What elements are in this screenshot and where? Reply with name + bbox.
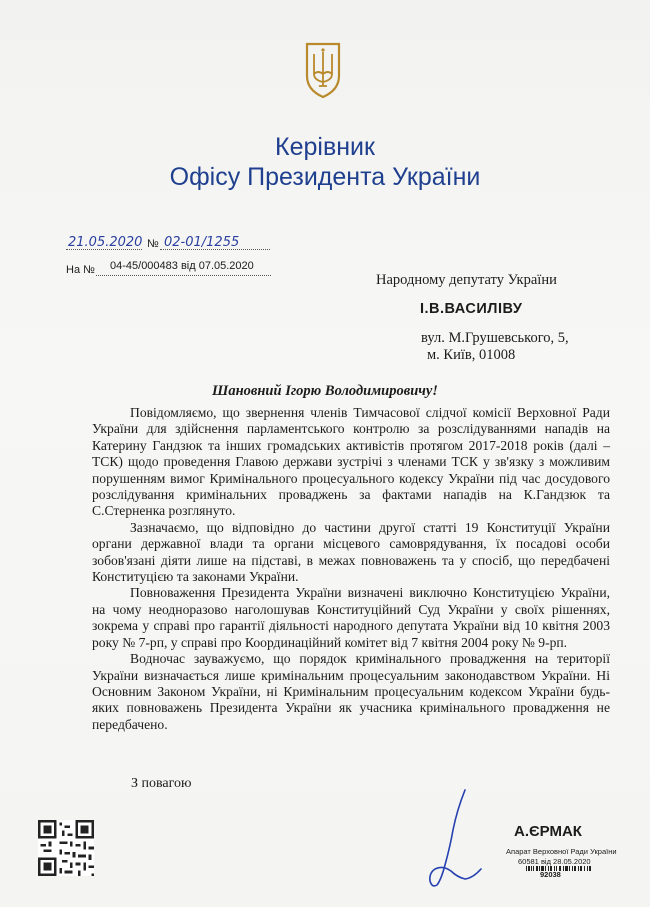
reply-number: 04-45/000483 від 07.05.2020 xyxy=(110,260,254,272)
closing: З повагою xyxy=(131,776,192,791)
stamp-line1: Апарат Верховної Ради України xyxy=(506,847,617,856)
signer-name: А.ЄРМАК xyxy=(514,823,582,840)
stamp-line2: 60581 від 28.05.2020 xyxy=(518,857,591,866)
recipient-name: І.В.ВАСИЛІВУ xyxy=(420,301,523,317)
letter-body xyxy=(92,405,610,733)
header-title-line2: Офісу Президента України xyxy=(169,163,481,191)
qr-code-icon xyxy=(38,820,94,876)
paragraph-2: Зазначаємо, що відповідно до частини другої статті 19 Конституції України органи державної влади та органи місцевого самоврядування, їх посадові особи зобов'язані діяти лише на підставі, в межах повноважень та у спосіб, що передбачені Конституцією та законами України. xyxy=(92,519,610,585)
reply-label: На № xyxy=(66,264,95,276)
number-underline xyxy=(160,249,270,250)
paragraph-4: Водночас зауважуємо, що порядок кримінального провадження на території України визначається лише кримінальним процесуальним законодавством України. Ні Основним Законом України, ні Кримінальним процесуальним кодексом України будь-яких повноважень Президента України як учасника кримінального провадження не передбачено. xyxy=(92,651,610,732)
outgoing-date: 21.05.2020 xyxy=(68,235,143,250)
recipient-street: вул. М.Грушевського, 5, xyxy=(421,330,569,346)
coat-of-arms-icon xyxy=(303,40,343,100)
stamp-number: 92038 xyxy=(540,870,561,879)
greeting: Шановний Ігорю Володимировичу! xyxy=(212,383,438,399)
outgoing-number: 02-01/1255 xyxy=(164,235,240,250)
date-underline xyxy=(66,249,142,250)
reply-underline xyxy=(96,275,271,276)
signature-icon xyxy=(395,785,505,895)
header-title-line1: Керівник xyxy=(275,133,375,161)
number-label: № xyxy=(147,238,159,250)
recipient-title: Народному депутату України xyxy=(376,272,557,288)
recipient-city: м. Київ, 01008 xyxy=(427,347,516,363)
paragraph-3: Повноваження Президента України визначені виключно Конституцією України, на чому неодноразово наголошував Конституційний Суд України у своїх рішеннях, зокрема у справі про гарантії діяльності народного депутата України від 10 квітня 2003 року № 7-рп, у справі про Координаційний комітет від 7 квітня 2004 року № 9-рп. xyxy=(92,585,610,650)
paragraph-1: Повідомляємо, що звернення членів Тимчасової слідчої комісії Верховної Ради України для здійснення парламентського контролю за розслідуваннями нападів на Катерину Гандзюк та інших громадських активістів протягом 2017-2018 років (далі – ТСК) щодо проведення Главою держави зустрічі з членами ТСК у зв'язку з можливим порушенням вимог Кримінального процесуального кодексу України під час досудового розслідування кримінальних проваджень за фактами нападів на К.Гандзюк та С.Стерненка розглянуто. xyxy=(92,405,610,519)
